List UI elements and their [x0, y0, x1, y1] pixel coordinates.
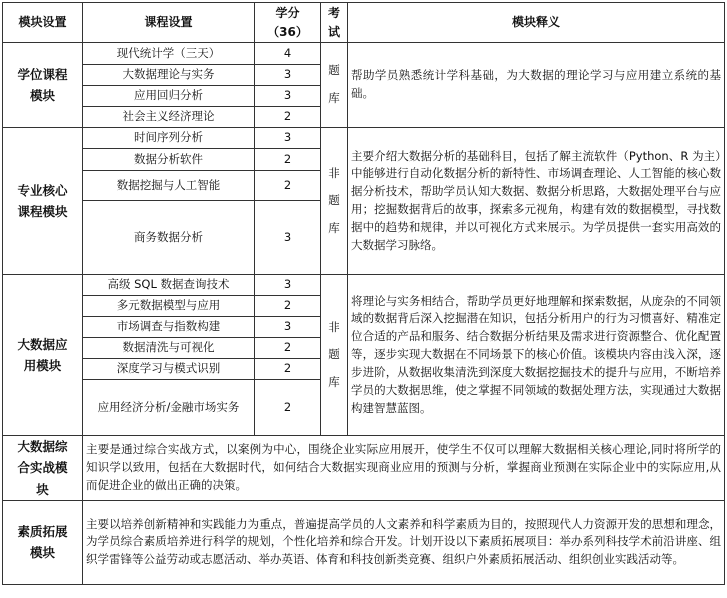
course-credit: 3: [255, 317, 321, 338]
module-description-application: 将理论与实务相结合，帮助学员更好地理解和探索数据，从庞杂的不同领域的数据背后深入挖掘潜在知识，包括分析用户的行为习惯喜好、精准定位合适的产品和服务、结合数据分析结果及需求进行资源整合、优化配置等，逐步实现大数据在不同场景下的核心价值。该模块内容由浅入深，逐步进阶，从数据收集清洗到深度大数据挖掘技术的提升与应用，不断培养学员的大数据思维，使之掌握不同领域的数据处理方法，实现通过大数据构建智慧蓝图。: [348, 275, 725, 436]
course-credit: 2: [255, 359, 321, 380]
module-name-line: 合实战模: [17, 460, 68, 476]
course-credit: 3: [255, 275, 321, 296]
table-row: [3, 275, 725, 296]
course-name: 数据挖掘与人工智能: [83, 171, 255, 201]
course-name: 市场调查与指数构建: [83, 317, 255, 338]
module-name-line: 模块: [29, 545, 55, 561]
course-credit: 4: [255, 43, 321, 65]
course-credit: 2: [255, 296, 321, 317]
module-name-line: 用模块: [23, 358, 62, 373]
header-description: 模块释义: [348, 3, 725, 43]
course-credit: 3: [255, 65, 321, 86]
course-credit: 2: [255, 338, 321, 359]
module-name-line: 块: [36, 481, 49, 497]
course-credit: 3: [255, 201, 321, 275]
module-description-core: 主要介绍大数据分析的基础科目，包括了解主流软件（Python、R 为主）中能够进行自动化数据分析的新特性、市场调查理论、人工智能的核心数据分析技术，帮助学员认知大数据、数据分析思路，大数据处理平台与应用；挖掘数据背后的故事，探索多元视角，构建有效的数据模型，寻找数据中的趋势和规律，并以可视化方式来展示。为学员提供一套实用高效的大数据学习脉络。: [348, 128, 725, 275]
table-row: [3, 128, 725, 149]
header-exam-char-1: 考: [327, 5, 340, 20]
module-name-line: 模块: [29, 88, 55, 103]
course-credit: 3: [255, 128, 321, 149]
exam-char: 非: [328, 319, 340, 334]
module-name-line: 学位课程: [17, 66, 68, 82]
course-name: 高级 SQL 数据查询技术: [83, 275, 255, 296]
curriculum-table: [2, 2, 725, 585]
course-name: 时间序列分析: [83, 128, 255, 149]
table-row: [3, 436, 725, 501]
module-description-practice: 主要是通过综合实战方式，以案例为中心，围绕企业实际应用展开，使学生不仅可以理解大数据相关核心理论,同时将所学的知识学以致用，包括在大数据时代，如何结合大数据实现商业应用的预测与分析，掌握商业预测在实际企业中的实际应用,从而促进企业的做出正确的决策。: [83, 436, 725, 501]
module-description-degree: 帮助学员熟悉统计学科基础，为大数据的理论学习与应用建立系统的基础。: [348, 43, 725, 128]
header-credit: [255, 3, 321, 43]
course-credit: 2: [255, 149, 321, 171]
header-credit-label: 学分: [275, 5, 300, 20]
module-name-core: [3, 128, 83, 275]
course-name: 多元数据模型与应用: [83, 296, 255, 317]
course-name: 现代统计学（三天）: [83, 43, 255, 65]
course-credit: 3: [255, 86, 321, 107]
course-name: 商务数据分析: [83, 201, 255, 275]
module-name-degree: [3, 43, 83, 128]
course-credit: 2: [255, 107, 321, 128]
header-exam-char-2: 试: [327, 24, 340, 39]
course-credit: 2: [255, 171, 321, 201]
course-name: 深度学习与模式识别: [83, 359, 255, 380]
course-name: 应用经济分析/金融市场实务: [83, 380, 255, 436]
course-name: 应用回归分析: [83, 86, 255, 107]
header-module: 模块设置: [3, 3, 83, 43]
module-name-line: 大数据综: [17, 439, 68, 454]
exam-char: 非: [328, 165, 340, 180]
module-name-line: 专业核心: [17, 182, 68, 198]
table-row: [3, 500, 725, 584]
exam-char: 题: [328, 193, 340, 208]
exam-char: 题: [328, 63, 340, 78]
exam-char: 题: [328, 347, 340, 362]
exam-type-application: [321, 275, 348, 436]
header-row: [3, 3, 725, 43]
header-course: 课程设置: [83, 3, 255, 43]
module-name-application: [3, 275, 83, 436]
exam-char: 库: [328, 91, 340, 105]
course-name: 社会主义经济理论: [83, 107, 255, 128]
header-exam: [321, 3, 348, 43]
module-name-quality: [3, 500, 83, 584]
module-description-quality: 主要以培养创新精神和实践能力为重点，普遍提高学员的人文素养和科学素质为目的，按照现代人力资源开发的思想和理念，为学员综合素质培养进行科学的规划，个性化培养和综合开发。计划开设以下素质拓展项目：举办系列科技学术前沿讲座、组织学雷锋等公益劳动或志愿活动、举办英语、体育和科技创新类竞赛、组织户外素质拓展活动、组织创业实践活动等。: [83, 500, 725, 584]
header-credit-total: （36）: [267, 24, 308, 39]
course-name: 数据分析软件: [83, 149, 255, 171]
table-row: [3, 43, 725, 65]
module-name-line: 课程模块: [17, 204, 68, 219]
module-name-practice: [3, 436, 83, 501]
module-name-line: 大数据应: [17, 336, 68, 352]
exam-char: 库: [328, 374, 340, 389]
module-name-line: 素质拓展: [17, 524, 68, 539]
course-name: 数据清洗与可视化: [83, 338, 255, 359]
course-credit: 2: [255, 380, 321, 436]
course-name: 大数据理论与实务: [83, 65, 255, 86]
exam-type-degree: [321, 43, 348, 128]
exam-char: 库: [328, 220, 340, 235]
exam-type-core: [321, 128, 348, 275]
